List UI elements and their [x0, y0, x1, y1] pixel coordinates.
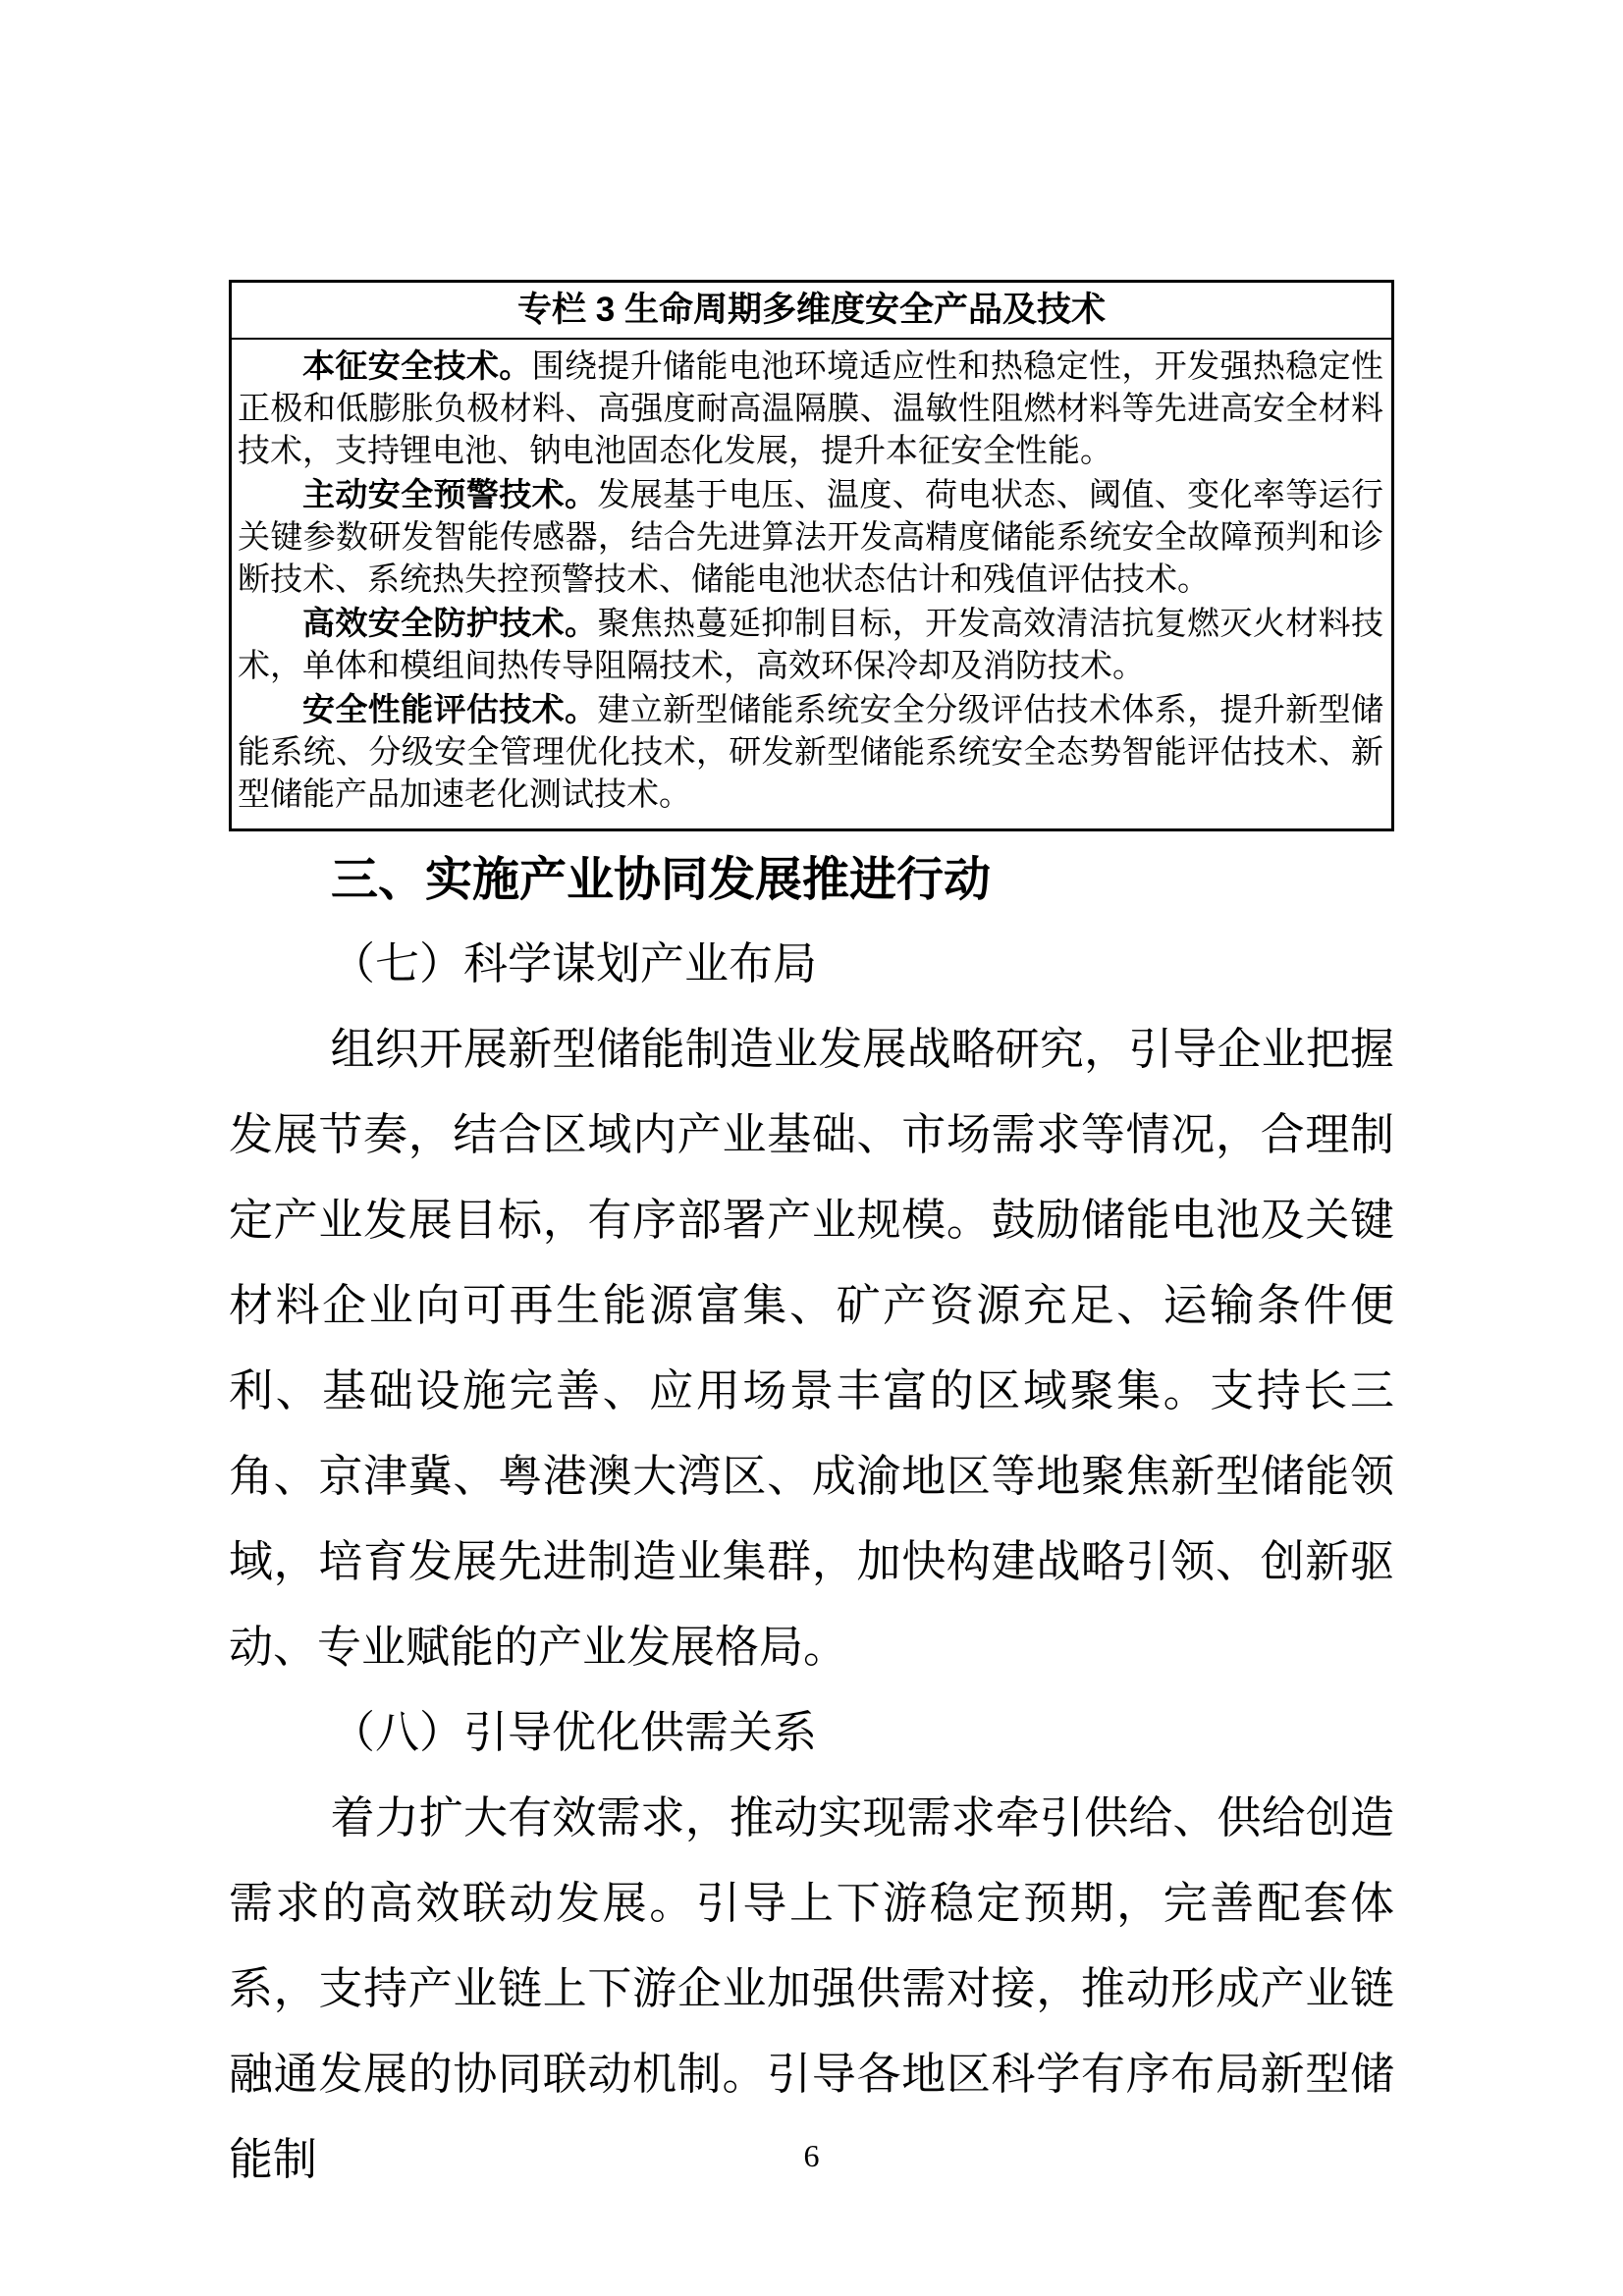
body-paragraph-8: 着力扩大有效需求，推动实现需求牵引供给、供给创造需求的高效联动发展。引导上下游稳定预期，完善配套体系，支持产业链上下游企业加强供需对接，推动形成产业链融通发展的协同联动机制。引导各地区科学有序布局新型储能制	[229, 1793, 1394, 2184]
callout-paragraph-lead: 主动安全预警技术。	[302, 476, 598, 512]
callout-paragraph-text: 发展基于电压、温度、荷电状态、阈值、变化率等运行关键参数研发智能传感器，结合先进算法开发高精度储能系统安全故障预判和诊断技术、系统热失控预警技术、储能电池状态估计和残值评估技术。	[238, 478, 1383, 598]
callout-paragraph	[238, 473, 1383, 602]
subsection-heading-8: （八）引导优化供需关系	[331, 1708, 818, 1757]
subsection-heading-7: （七）科学谋划产业布局	[331, 939, 818, 988]
body-paragraph-7: 组织开展新型储能制造业发展战略研究，引导企业把握发展节奏，结合区域内产业基础、市场需求等情况，合理制定产业发展目标，有序部署产业规模。鼓励储能电池及关键材料企业向可再生能源富集、矿产资源充足、运输条件便利、基础设施完善、应用场景丰富的区域聚集。支持长三角、京津冀、粤港澳大湾区、成渝地区等地聚焦新型储能领域，培育发展先进制造业集群，加快构建战略引领、创新驱动、专业赋能的产业发展格局。	[229, 1025, 1394, 1672]
callout-paragraph-lead: 高效安全防护技术。	[302, 605, 598, 641]
callout-paragraph-lead: 本征安全技术。	[302, 347, 532, 384]
callout-paragraph-lead: 安全性能评估技术。	[302, 691, 598, 727]
callout-paragraph-text: 建立新型储能系统安全分级评估技术体系，提升新型储能系统、分级安全管理优化技术，研发新型储能系统安全态势智能评估技术、新型储能产品加速老化测试技术。	[238, 693, 1383, 813]
callout-box	[229, 280, 1394, 831]
callout-box-title: 专栏 3 生命周期多维度安全产品及技术	[232, 283, 1391, 340]
callout-paragraph-text: 围绕提升储能电池环境适应性和热稳定性，开发强热稳定性正极和低膨胀负极材料、高强度耐高温隔膜、温敏性阻燃材料等先进高安全材料技术，支持锂电池、钠电池固态化发展，提升本征安全性能。	[238, 349, 1383, 469]
callout-box-body	[232, 340, 1391, 828]
page-content	[229, 280, 1394, 2203]
page-number: 6	[803, 2138, 820, 2173]
callout-paragraph-text: 聚焦热蔓延抑制目标，开发高效清洁抗复燃灭火材料技术，单体和模组间热传导阻隔技术，高效环保冷却及消防技术。	[238, 607, 1383, 684]
callout-paragraph	[238, 688, 1383, 817]
section-heading: 三、实施产业协同发展推进行动	[331, 854, 992, 906]
callout-paragraph	[238, 345, 1383, 473]
callout-paragraph	[238, 602, 1383, 688]
